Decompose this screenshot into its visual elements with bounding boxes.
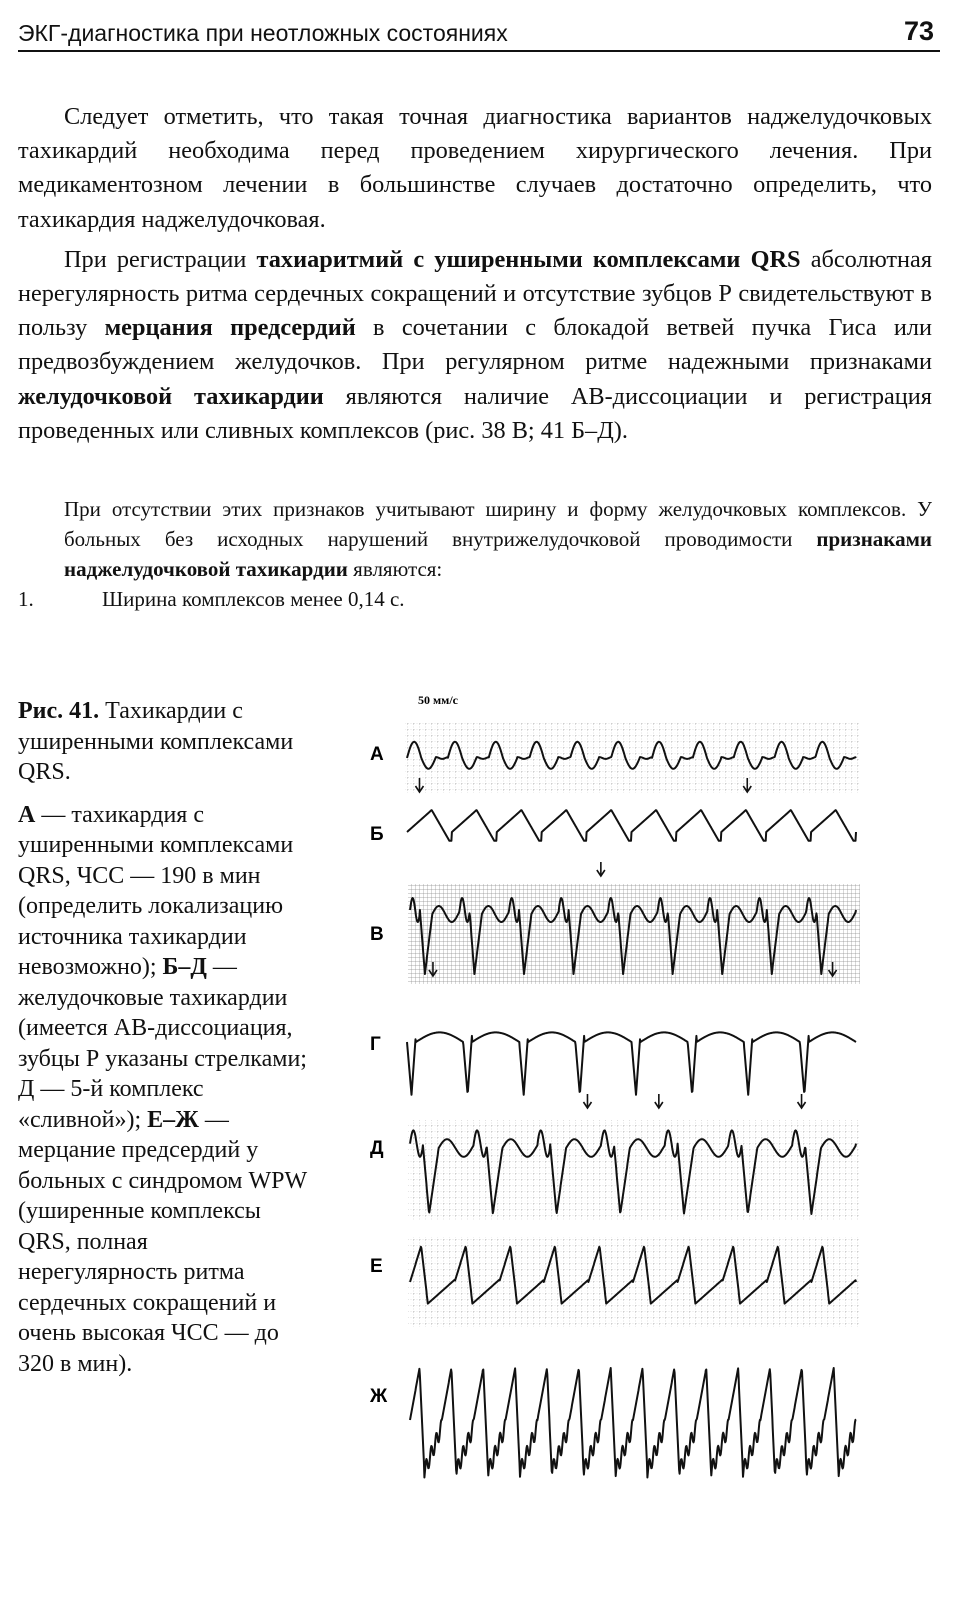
paragraph-2 xyxy=(18,243,932,448)
text-run: являются: xyxy=(347,557,443,581)
main-text xyxy=(18,100,932,448)
list-item xyxy=(18,584,932,614)
bold-run: А xyxy=(18,801,36,828)
ecg-strip xyxy=(369,1368,856,1478)
bold-run: признаками наджелудочковой тахикардии xyxy=(64,527,932,581)
list-item-text: Ширина комплексов менее 0,14 с. xyxy=(102,587,405,611)
text-run: являются наличие АВ-диссоциации и регистрация проведенных или сливных комплексов (рис. 38 В; 41 Б–Д). xyxy=(18,382,932,444)
strip-layer xyxy=(369,723,860,1478)
ecg-waveform xyxy=(407,1032,856,1094)
strip-label: Б xyxy=(370,824,384,845)
strip-label: А xyxy=(370,744,384,765)
p-wave-arrow-icon xyxy=(655,1094,663,1108)
ecg-figure xyxy=(360,682,870,1532)
text-run: При регистрации xyxy=(64,245,257,273)
bold-run: желудочковой тахикардии xyxy=(18,382,324,410)
p-wave-arrow-icon xyxy=(798,1094,806,1108)
bold-run: мерцания предсердий xyxy=(104,314,356,342)
ecg-strip xyxy=(370,723,860,793)
strip-label: Г xyxy=(370,1034,381,1055)
page-header xyxy=(18,18,940,52)
ecg-strip xyxy=(370,1094,860,1220)
strip-label: Ж xyxy=(370,1386,388,1407)
bold-run: Рис. 41. xyxy=(18,698,100,724)
text-run: — мерцание предсердий у больных с синдромом WPW (уширенные комплексы QRS, полная нерегулярность ритма сердечных сокращений и очень высокая ЧСС — до 320 в мин). xyxy=(18,1106,307,1377)
small-paragraph xyxy=(64,494,932,584)
running-title: ЭКГ-диагностика при неотложных состояниях xyxy=(18,20,508,46)
figure-caption xyxy=(18,696,310,1379)
bold-run: тахиаритмий с уширенными комплексами QRS xyxy=(256,245,801,273)
p-wave-arrow-icon xyxy=(597,862,605,876)
text-run: Тахикардии с уширенными комплексами QRS. xyxy=(18,698,294,785)
text-run: — тахикардия с уширенными комплексами QRS, ЧСС — 190 в мин (определить локализацию источника тахикардии невозможно); xyxy=(18,801,294,980)
strip-label: Е xyxy=(370,1256,383,1277)
paragraph-1: Следует отметить, что такая точная диагностика вариантов наджелудочковых тахикардий необходима перед проведением хирургического лечения. При медикаментозном лечении в большинстве случаев достаточно определить, что тахикардия наджелудочковая. xyxy=(18,103,932,233)
ecg-waveform xyxy=(410,1368,856,1478)
strip-label: В xyxy=(370,924,384,945)
text-run: — желудочковые тахикардии (имеется АВ-диссоциация, зубцы Р указаны стрелками; Д — 5-й комплекс «сливной»); xyxy=(18,954,307,1133)
bold-run: Е–Ж xyxy=(147,1106,199,1133)
p-wave-arrow-icon xyxy=(583,1094,591,1108)
paper-speed-label: 50 мм/с xyxy=(418,693,459,707)
ecg-waveform xyxy=(407,810,856,841)
ecg-strips-svg xyxy=(360,682,870,1532)
caption-description xyxy=(18,800,310,1380)
page-number: 73 xyxy=(903,16,934,46)
ecg-strip xyxy=(370,862,860,984)
caption-title xyxy=(18,696,310,788)
ecg-grid xyxy=(405,723,860,793)
small-print-block xyxy=(18,494,932,614)
text-run: При отсутствии этих признаков учитывают ширину и форму желудочковых комплексов. У больных без исходных нарушений внутрижелудочковой проводимости xyxy=(64,497,932,551)
list-item-number: 1. xyxy=(18,587,34,611)
text-run: абсолютная нерегулярность ритма сердечных сокращений и отсутствие зубцов Р свидетельствуют в пользу xyxy=(18,245,932,342)
strip-label: Д xyxy=(370,1138,384,1159)
bold-run: Б–Д xyxy=(162,954,207,980)
ecg-strip xyxy=(370,1237,860,1327)
text-run: в сочетании с блокадой ветвей пучка Гиса или предвозбуждением желудочков. При регулярном ритме надежными признаками xyxy=(18,314,932,376)
